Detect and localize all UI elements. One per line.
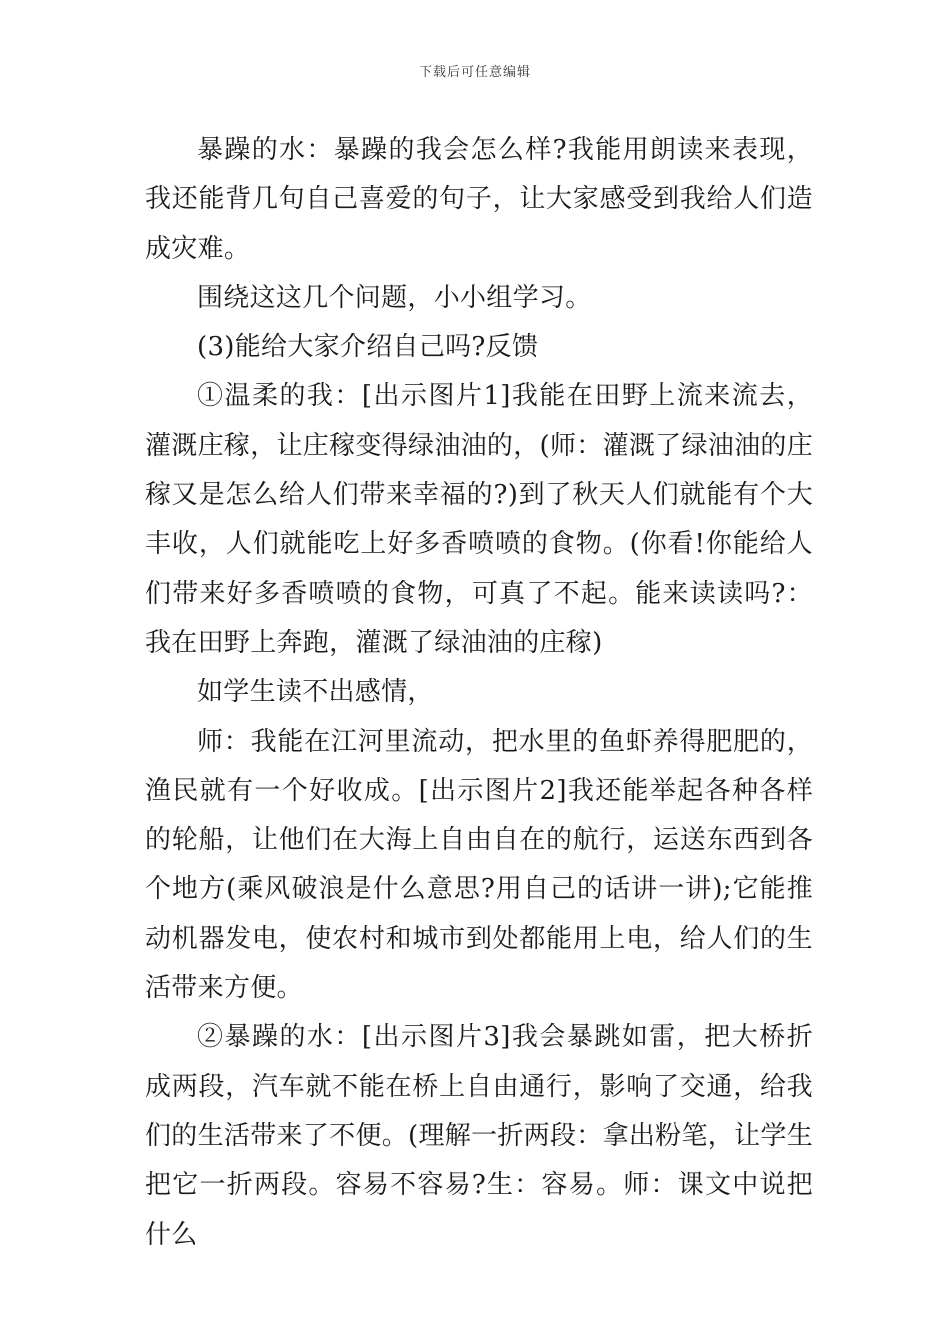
paragraph-violent-water-bridge: ②暴躁的水：[出示图片3]我会暴跳如雷，把大桥折成两段，汽车就不能在桥上自由通行，影响了交通，给我们的生活带来了不便。(理解一折两段：拿出粉笔，让学生把它一折两段。容易不容易?生：容易。师：课文中说把什么 xyxy=(145,1022,813,1250)
paragraph-violent-water-intro: 暴躁的水：暴躁的我会怎么样?我能用朗读来表现，我还能背几句自己喜爱的句子，让大家感受到我给人们造成灾难。 xyxy=(145,135,813,264)
paragraph-no-emotion: 如学生读不出感情， xyxy=(197,677,434,708)
paragraph-teacher-rivers: 师：我能在江河里流动，把水里的鱼虾养得肥肥的，渔民就有一个好收成。[出示图片2]我还能举起各种各样的轮船，让他们在大海上自由自在的航行，运送东西到各个地方(乘风破浪是什么意思?用自己的话讲一讲);它能推动机器发电，使农村和城市到处都能用上电，给人们的生活带来方便。 xyxy=(145,726,813,1004)
document-body xyxy=(145,126,813,1260)
paragraph-group-study: 围绕这这几个问题，小小组学习。 xyxy=(197,282,592,313)
page-header-note: 下载后可任意编辑 xyxy=(418,65,531,80)
paragraph-gentle-water: ①温柔的我：[出示图片1]我能在田野上流来流去，灌溉庄稼，让庄稼变得绿油油的，(师：灌溉了绿油油的庄稼又是怎么给人们带来幸福的?)到了秋天人们就能有个大丰收，人们就能吃上好多香喷喷的食物。(你看!你能给人们带来好多香喷喷的食物，可真了不起。能来读读吗?：我在田野上奔跑，灌溉了绿油油的庄稼) xyxy=(145,381,813,658)
paragraph-introduce-yourself: (3)能给大家介绍自己吗?反馈 xyxy=(197,332,539,363)
